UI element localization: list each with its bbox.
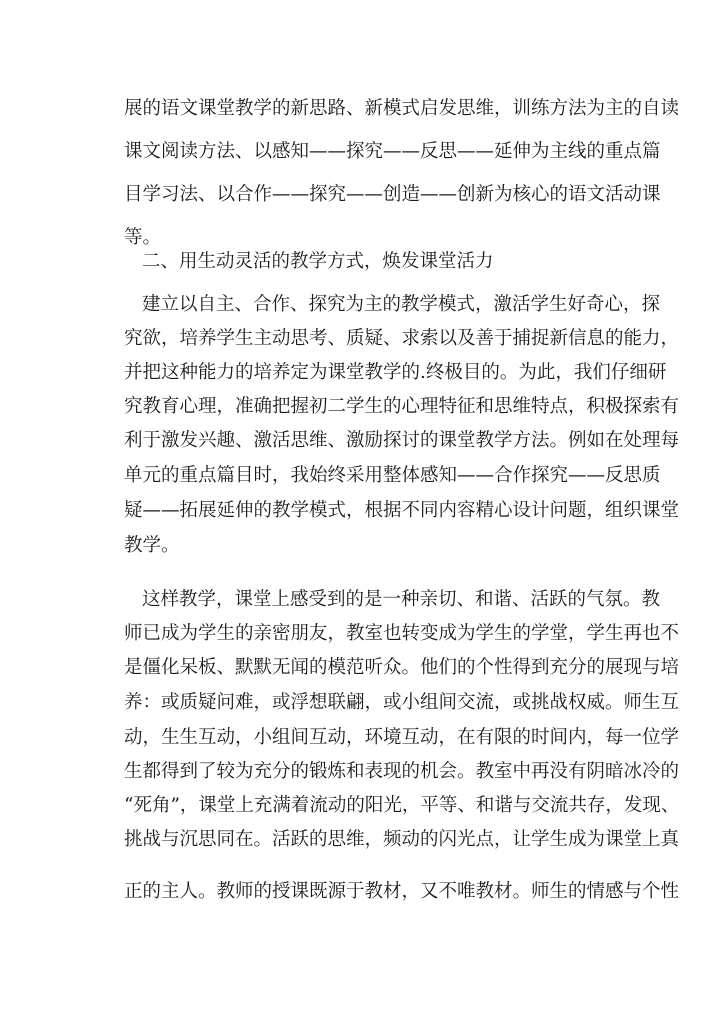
paragraph-line: 疑——拓展延伸的教学模式，根据不同内容精心设计问题，组织课堂 bbox=[124, 500, 680, 521]
paragraph-line: 动，生生互动，小组间互动，环境互动，在有限的时间内，每一位学 bbox=[124, 727, 680, 748]
paragraph-line: 生都得到了较为充分的锻炼和表现的机会。教室中再没有阴暗冰冷的 bbox=[124, 761, 680, 782]
paragraph-line: 并把这种能力的培养定为课堂教学的.终极目的。为此，我们仔细研 bbox=[124, 362, 667, 383]
paragraph-line: 目学习法、以合作——探究——创造——创新为核心的语文活动课 bbox=[124, 184, 661, 205]
paragraph-line: 等。 bbox=[124, 227, 162, 248]
paragraph-line: 挑战与沉思同在。活跃的思维，频动的闪光点，让学生成为课堂上真 bbox=[124, 829, 680, 850]
paragraph-line: 是僵化呆板、默默无闻的模范听众。他们的个性得到充分的展现与培 bbox=[124, 657, 680, 678]
paragraph-line: 这样教学，课堂上感受到的是一种亲切、和谐、活跃的气氛。教 bbox=[142, 589, 661, 610]
paragraph-line: “死角”，课堂上充满着流动的阳光，平等、和谐与交流共存，发现、 bbox=[124, 795, 680, 816]
paragraph-line: 养：或质疑问难，或浮想联翩，或小组间交流，或挑战权威。师生互 bbox=[124, 692, 680, 713]
paragraph-line: 正的主人。教师的授课既源于教材，又不唯教材。师生的情感与个性 bbox=[124, 881, 680, 902]
paragraph-line: 建立以自主、合作、探究为主的教学模式，激活学生好奇心，探 bbox=[142, 294, 661, 315]
paragraph-line: 教学。 bbox=[124, 535, 180, 556]
section-heading: 二、用生动灵活的教学方式，焕发课堂活力 bbox=[142, 251, 494, 272]
paragraph-line: 究教育心理，准确把握初二学生的心理特征和思维特点，积极探索有 bbox=[124, 396, 680, 417]
paragraph-line: 单元的重点篇目时，我始终采用整体感知——合作探究——反思质 bbox=[124, 465, 661, 486]
paragraph-line: 利于激发兴趣、激活思维、激励探讨的课堂教学方法。例如在处理每 bbox=[124, 430, 680, 451]
paragraph-line: 师已成为学生的亲密朋友，教室也转变成为学生的学堂，学生再也不 bbox=[124, 623, 680, 644]
paragraph-line: 展的语文课堂教学的新思路、新模式启发思维，训练方法为主的自读 bbox=[124, 98, 680, 119]
paragraph-line: 课文阅读方法、以感知——探究——反思——延伸为主线的重点篇 bbox=[124, 141, 661, 162]
paragraph-line: 究欲，培养学生主动思考、质疑、求索以及善于捕捉新信息的能力， bbox=[124, 328, 680, 349]
